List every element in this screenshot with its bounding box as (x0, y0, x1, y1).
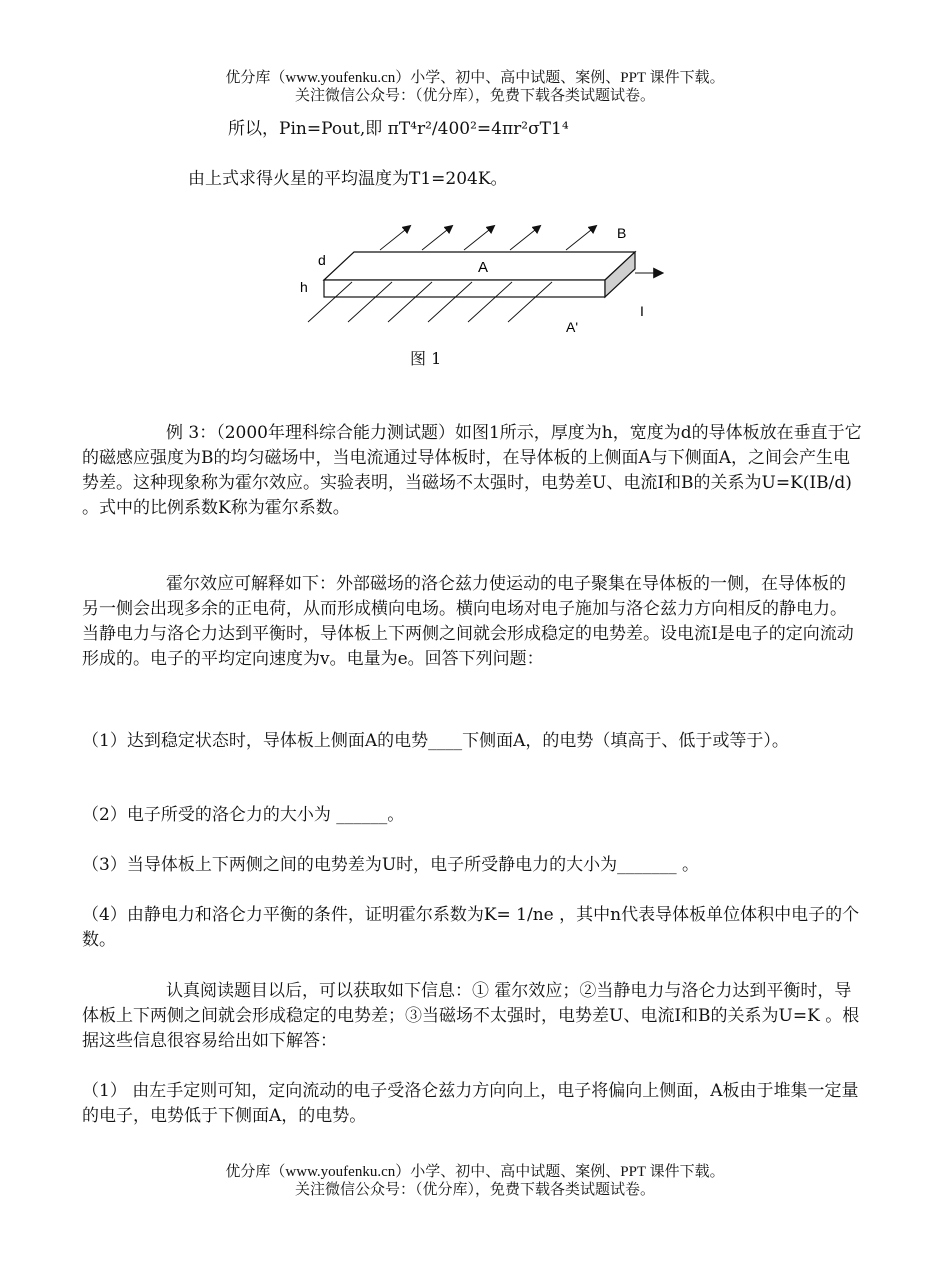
paragraph-explanation: 霍尔效应可解释如下：外部磁场的洛仑兹力使运动的电子聚集在导体板的一侧，在导体板的另一侧会出现多余的正电荷，从而形成横向电场。横向电场对电子施加与洛仑兹力方向相反的静电力。当静电力与洛仑力达到平衡时，导体板上下两侧之间就会形成稳定的电势差。设电流I是电子的定向流动形成的。电子的平均定向速度为v。电量为e。回答下列问题： (82, 574, 854, 669)
label-A-prime: A' (566, 319, 579, 335)
question-1: （1）达到稳定状态时，导体板上侧面A的电势____下侧面A，的电势（填高于、低于或等于）。 (82, 731, 789, 751)
paragraph-analysis: 认真阅读题目以后，可以获取如下信息：① 霍尔效应；②当静电力与洛仑力达到平衡时，导体板上下两侧之间就会形成稳定的电势差；③当磁场不太强时，电势差U、电流I和B的关系为U=K 。根据这些信息很容易给出如下解答： (82, 981, 860, 1051)
footer-line-2: 关注微信公众号：（优分库），免费下载各类试题试卷。 (294, 1182, 655, 1198)
label-d: d (318, 252, 326, 268)
header-line-1: 优分库（www.youfenku.cn）小学、初中、高中试题、案例、PPT 课件下载。 (225, 70, 725, 86)
header-line-2: 关注微信公众号：（优分库），免费下载各类试题试卷。 (294, 88, 655, 104)
formula-line (228, 114, 569, 139)
paragraph-example-3: 例 3：（2000年理科综合能力测试题）如图1所示，厚度为h，宽度为d的导体板放在垂直于它的磁感应强度为B的均匀磁场中，当电流通过导体板时，在导体板的上侧面A与下侧面A，之间会产生电势差。这种现象称为霍尔效应。实验表明，当磁场不太强时，电势差U、电流I和B的关系为U=K(IB/d) 。式中的比例系数K称为霍尔系数。 (82, 423, 862, 518)
formula-prefix: 所以，Pin=Pout,即 (228, 119, 388, 139)
hall-effect-figure (290, 212, 680, 342)
label-I: I (640, 303, 644, 319)
question-2: （2）电子所受的洛仑力的大小为 ______。 (82, 805, 405, 825)
label-h: h (300, 279, 308, 295)
label-B: B (617, 225, 627, 241)
figure-caption: 图 1 (410, 349, 442, 368)
formula-expression: πT⁴r²/400²=4πr²σT1⁴ (387, 119, 569, 139)
question-4: （4）由静电力和洛仑力平衡的条件，证明霍尔系数为K= 1/ne ，其中n代表导体板单位体积中电子的个数。 (82, 905, 860, 950)
footer-line-1: 优分库（www.youfenku.cn）小学、初中、高中试题、案例、PPT 课件下载。 (225, 1164, 725, 1180)
answer-1: （1） 由左手定则可知，定向流动的电子受洛仑兹力方向向上，电子将偏向上侧面，A板由于堆集一定量的电子，电势低于下侧面A，的电势。 (82, 1081, 859, 1126)
field-arrows-upper (380, 226, 596, 250)
question-3: （3）当导体板上下两侧之间的电势差为U时，电子所受静电力的大小为_______ 。 (82, 855, 700, 875)
result-line: 由上式求得火星的平均温度为T1=204K。 (188, 169, 508, 189)
label-A: A (478, 259, 489, 276)
